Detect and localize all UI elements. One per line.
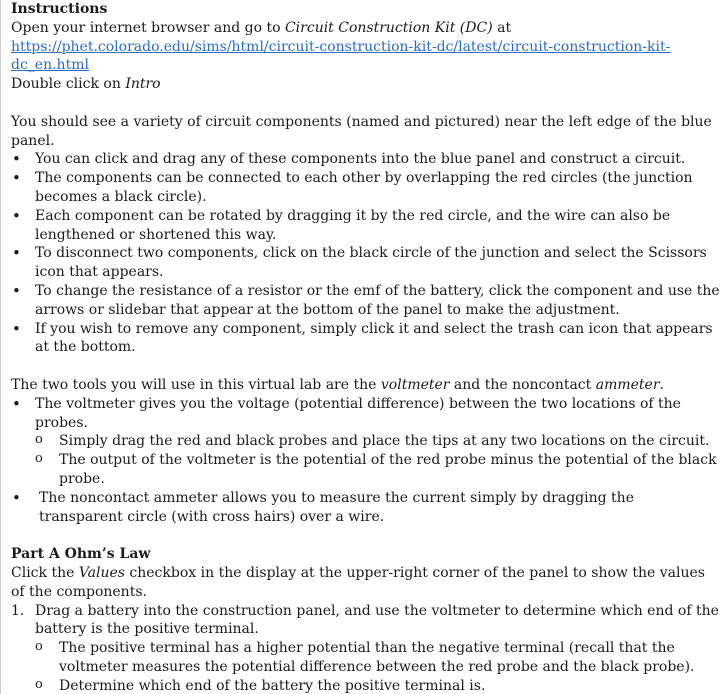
step-number: 1. <box>11 602 25 619</box>
sub-list-item: o The output of the voltmeter is the potential of the red probe minus the potential of the black probe. <box>11 451 720 489</box>
components-intro: You should see a variety of circuit components (named and pictured) near the left edge of the blue panel. <box>11 113 712 149</box>
steps-list <box>11 602 720 694</box>
open-browser-text: Open your internet browser and go to Circuit Construction Kit (DC) at <box>11 19 512 36</box>
components-list <box>11 150 720 357</box>
sub-list-item: o Simply drag the red and black probes and place the tips at any two locations on the circuit. <box>11 432 720 451</box>
list-item: • The components can be connected to each other by overlapping the red circles (the junction becomes a black circle). <box>11 169 720 207</box>
list-item: • To change the resistance of a resistor or the emf of the battery, click the component and use the arrows or slidebar that appear at the bottom of the panel to make the adjustment. <box>11 282 720 320</box>
list-item: • To disconnect two components, click on the black circle of the junction and select the Scissors icon that appears. <box>11 244 720 282</box>
site-name: Circuit Construction Kit (DC) <box>284 19 493 36</box>
list-item: • Each component can be rotated by dragging it by the red circle, and the wire can also be lengthened or shortened this way. <box>11 207 720 245</box>
list-item: • If you wish to remove any component, simply click it and select the trash can icon that appears at the bottom. <box>11 320 720 358</box>
intro-term: Intro <box>125 76 161 93</box>
list-item: • You can click and drag any of these components into the blue panel and construct a circuit. <box>11 150 720 169</box>
double-click-text: Double click on Intro <box>11 76 161 93</box>
simulation-link[interactable]: https://phet.colorado.edu/sims/html/circuit-construction-kit-dc/latest/circuit-construction-kit- dc_en.html <box>11 38 671 74</box>
tools-list <box>11 395 720 527</box>
step-item <box>11 602 720 640</box>
list-item: • The voltmeter gives you the voltage (potential difference) between the two locations of the probes. <box>11 395 720 433</box>
list-item: • The noncontact ammeter allows you to measure the current simply by dragging the transparent circle (with cross hairs) over a wire. <box>11 489 720 527</box>
sub-list-item: o The positive terminal has a higher potential than the negative terminal (recall that the voltmeter measures the potential difference between the red probe and the black probe). <box>11 639 720 677</box>
instructions-heading: Instructions <box>11 1 108 17</box>
sub-list-item: o Determine which end of the battery the positive terminal is. <box>11 677 720 694</box>
tools-intro: The two tools you will use in this virtual lab are the voltmeter and the noncontact ammeter. <box>11 376 664 393</box>
part-a-intro: Click the Values checkbox in the display at the upper-right corner of the panel to show the values of the components. <box>11 564 705 600</box>
part-a-heading: Part A Ohm’s Law <box>11 546 151 563</box>
step-text: Drag a battery into the construction panel, and use the voltmeter to determine which end of the battery is the positive terminal. <box>35 602 719 638</box>
